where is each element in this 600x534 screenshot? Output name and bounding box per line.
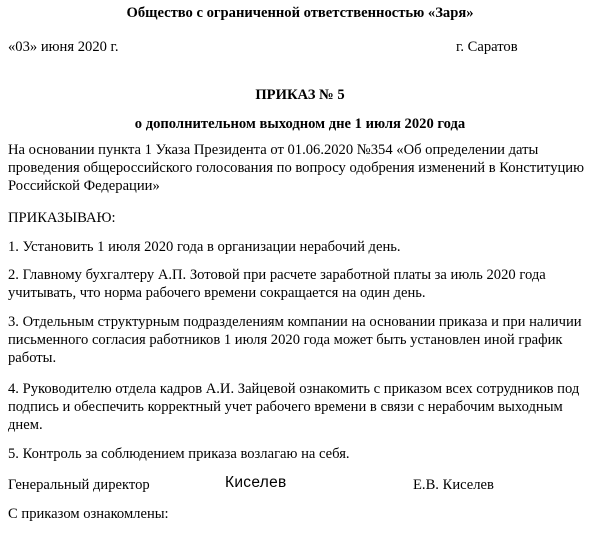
- order-word: ПРИКАЗЫВАЮ:: [8, 210, 116, 226]
- order-item-2: 2. Главному бухгалтеру А.П. Зотовой при расчете заработной платы за июль 2020 года учитывать, что норма рабочего времени сокращается на один день.: [8, 267, 546, 301]
- acquainted-label: С приказом ознакомлены:: [8, 506, 169, 522]
- order-city: г. Саратов: [456, 39, 518, 55]
- basis-paragraph: На основании пункта 1 Указа Президента от 01.06.2020 №354 «Об определении даты проведения общероссийского голосования по вопросу одобрения изменений в Конституцию Российской Федерации»: [8, 142, 585, 194]
- order-title: ПРИКАЗ № 5: [255, 87, 345, 103]
- order-item-3: 3. Отдельным структурным подразделениям компании на основании приказа и при наличии письменного согласия работников 1 июля 2020 года может быть установлен иной график работы.: [8, 314, 582, 366]
- order-date: «03» июня 2020 г.: [8, 39, 119, 55]
- signer-name: Е.В. Киселев: [413, 477, 494, 493]
- signature-row: [8, 476, 592, 496]
- handwritten-signature: Киселев: [225, 474, 287, 491]
- organization-name: Общество с ограниченной ответственностью «Заря»: [126, 5, 474, 21]
- order-item-1: 1. Установить 1 июля 2020 года в организации нерабочий день.: [8, 239, 401, 255]
- order-subject: о дополнительном выходном дне 1 июля 2020 года: [134, 116, 466, 132]
- signer-position: Генеральный директор: [8, 477, 150, 493]
- order-item-4: 4. Руководителю отдела кадров А.И. Зайцевой ознакомить с приказом всех сотрудников под подпись и обеспечить корректный учет рабочего времени в связи с нерабочим выходным днем.: [8, 381, 580, 433]
- order-item-5: 5. Контроль за соблюдением приказа возлагаю на себя.: [8, 446, 350, 462]
